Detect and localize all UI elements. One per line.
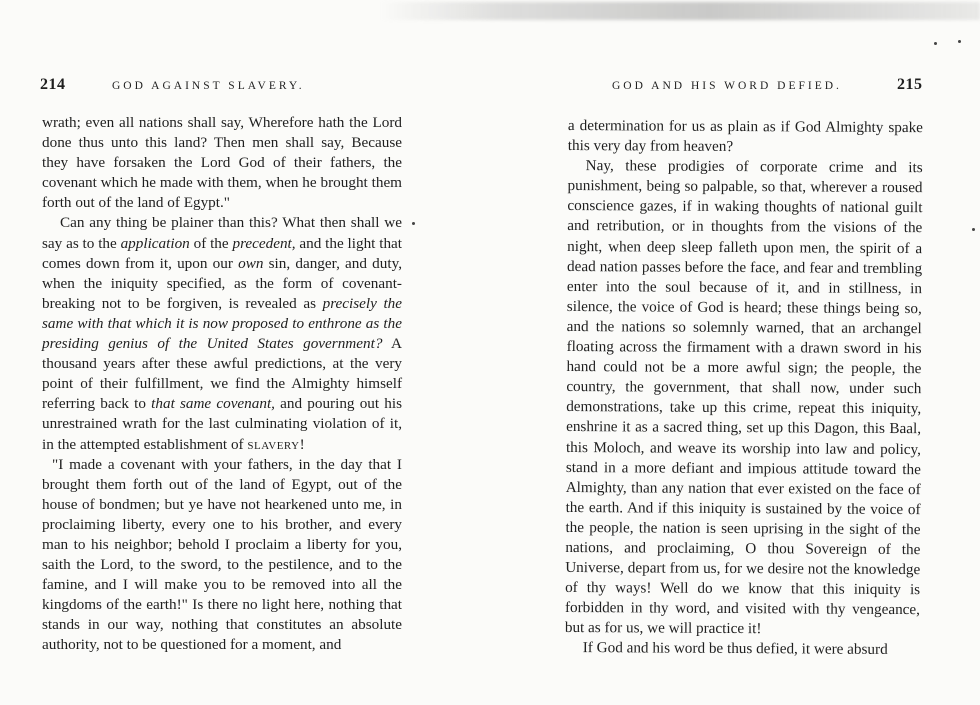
text-run: and pouring out his unrestrained wrath for the last culminating violation of it, in the attempted establishment of (42, 395, 402, 453)
running-head: GOD AND HIS WORD DEFIED. (612, 80, 842, 92)
paragraph: a determination for us as plain as if God Almighty spake this very day from heaven? (567, 116, 923, 156)
page-number: 214 (40, 76, 66, 93)
paragraph (42, 455, 402, 656)
italic-run: precedent, (232, 234, 296, 252)
paragraph: wrath; even all nations shall say, Wherefore hath the Lord done thus unto this land? Then men shall say, Because they have forsaken the Lord God of their fathers, the covenant which he made with them, when he brought them forth out of the land of Egypt." (42, 114, 402, 212)
text-run: of the (193, 234, 229, 252)
small-caps-run: slavery (247, 435, 300, 453)
right-page (490, 0, 980, 705)
text-run: and the light that comes down from it, upon our (42, 234, 402, 272)
italic-run: application (120, 234, 190, 252)
paragraph: If God and his word be thus defied, it were absurd (582, 639, 888, 659)
italic-run: own (238, 254, 264, 272)
paragraph: Nay, these prodigies of corporate crime and its punishment, being so palpable, so that, wherever a roused conscience gazes, if in waking thoughts of national guilt and retribution, or in thoughts from the visions of the night, when deep sleep falleth upon men, the spirit of a dead nation passes before the face, and fear and trembling enter into the soul because of it, and in stillness, in silence, the voice of God is heard; these things being so, and the nations so solemnly warned, that an archangel floating across the firmament with a drawn sword in his hand could not be a more awful sign; the people, the country, the government, that shall now, under such demonstrations, take up this crime, repeat this iniquity, enshrine it as a sacred thing, set up this Dagon, this Baal, this Moloch, and weave its worship into law and policy, stand in a more defiant and impious attitude toward the Almighty, than any nation that ever existed on the face of the earth. And if this iniquity is sustained by the voice of the people, the nation is seen uprising in the sight of the nations, and proclaiming, O thou Sovereign of the Universe, depart from us, for we desire not the knowledge of thy ways! Well do we know that this iniquity is forbidden in thy word, and visited with thy vengeance, but as for us, we will practice it! (564, 157, 923, 638)
text-run: Is there no light here, nothing that stands in our way, nothing that constitutes an absolute authority, not to be questioned for a moment, and (42, 596, 403, 654)
paragraph (42, 213, 402, 454)
text-run: A thousand years after these awful predictions, at the very point of their fulfillment, we find the Almighty himself referring back to (42, 335, 402, 413)
body-text (42, 113, 402, 656)
italic-run: precisely the same with that which it is now proposed to enthrone as the presiding genius of the United States government? (42, 294, 403, 353)
body-text (565, 116, 923, 661)
text-run: ! (299, 435, 305, 453)
page-number: 215 (897, 76, 923, 93)
running-head: GOD AGAINST SLAVERY. (112, 80, 305, 92)
text-run: sin, danger, and duty, when the iniquity specified, as the form of covenant-breaking not to be forgiven, is revealed as (42, 254, 402, 312)
italic-run: that same covenant, (151, 395, 275, 413)
text-run: Can any thing be plainer than this? What then shall we say as to the (42, 214, 402, 252)
scripture-quote: "I made a covenant with your fathers, in the day that I brought them forth out of the land of Egypt, out of the house of bondmen; but ye have not hearkened unto me, in proclaiming liberty, every one to his brother, and every man to his neighbor; behold I proclaim a liberty for you, saith the Lord, to the sword, to the pestilence, and to the famine, and I will make you to be removed into all the kingdoms of the earth!" (42, 455, 402, 614)
